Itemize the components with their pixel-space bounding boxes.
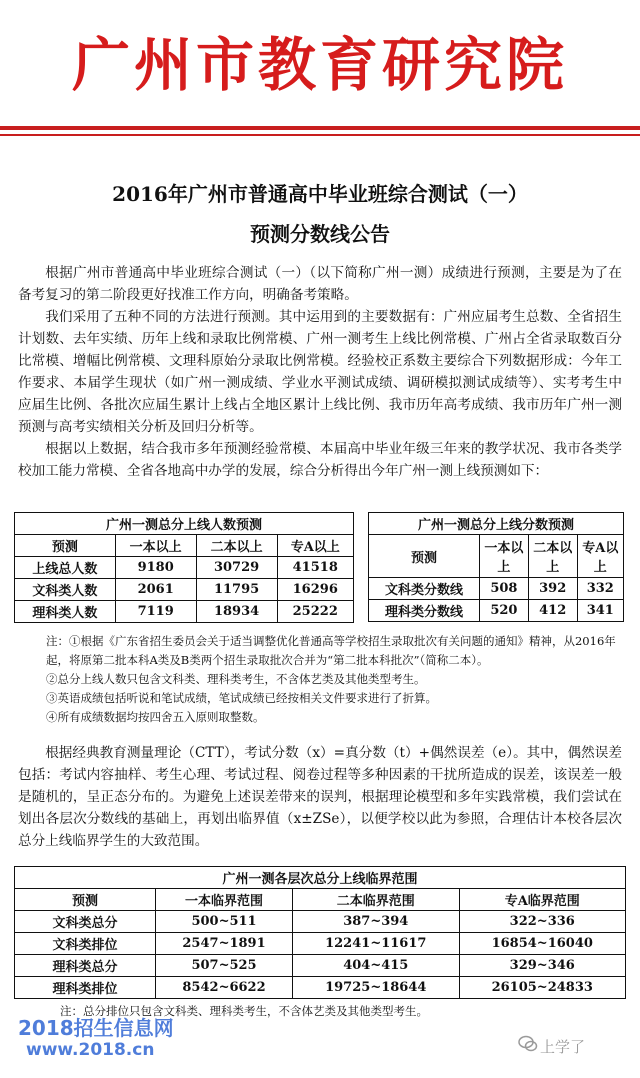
table-cell: 上线总人数: [15, 557, 116, 579]
table-header-cell: 专A以上: [577, 535, 623, 578]
table-cell: 41518: [277, 557, 353, 579]
table-cell: 9180: [115, 557, 196, 579]
table-header-cell: 一本以上: [480, 535, 529, 578]
table-critical-range: [14, 866, 626, 999]
note-item: ④所有成绩数据均按四舍五入原则取整数。: [46, 710, 265, 724]
table-row: [15, 579, 354, 601]
table-cell: 412: [528, 600, 577, 622]
table-cell: 25222: [277, 601, 353, 623]
table-header-cell: 预测: [15, 889, 156, 911]
table-row: [369, 600, 624, 622]
table-header-cell: 专A临界范围: [459, 889, 625, 911]
table-pass-count: [14, 512, 354, 623]
table-row: [15, 955, 626, 977]
table-header-cell: 二本临界范围: [293, 889, 459, 911]
table-cell: 理科类排位: [15, 977, 156, 999]
table-cell: 500~511: [156, 911, 293, 933]
table-header-cell: 二本以上: [528, 535, 577, 578]
document-subtitle: 预测分数线公告: [250, 222, 390, 246]
table-caption: 广州一测总分上线人数预测: [15, 513, 354, 535]
table-cell: 520: [480, 600, 529, 622]
watermark-account: 上学了: [540, 1038, 586, 1056]
bottom-note: 注：总分排位只包含文科类、理科类考生，不含体艺类及其他类型考生。: [60, 1004, 428, 1018]
table-row: [15, 557, 354, 579]
table-cell: 392: [528, 578, 577, 600]
table-cell: 文科类总分: [15, 911, 156, 933]
table-cell: 理科类人数: [15, 601, 116, 623]
table-row: [15, 601, 354, 623]
table-caption: 广州一测各层次总分上线临界范围: [15, 867, 626, 889]
table-cell: 508: [480, 578, 529, 600]
paragraph-4: 根据经典教育测量理论（CTT），考试分数（x）=真分数（t）+偶然误差（e）。其中，偶然误差包括：考试内容抽样、考生心理、考试过程、阅卷过程等多种因素的干扰所造成的误差，该误差一般是随机的，呈正态分布的。为避免上述误差带来的误判，根据理论模型和多年实践常模，我们尝试在划出各层次分数线的基础上，再划出临界值（x±ZSe），以便学校以此为参照，合理估计本校各层次总分上线临界学生的大致范围。: [18, 745, 622, 849]
paragraph-2: 我们采用了五种不同的方法进行预测。其中运用到的主要数据有：广州应届考生总数、全省招生计划数、去年实绩、历年上线和录取比例常模、广州一测考生上线比例常模、广州占全省录取数百分比常模、增幅比例常模、文理科原始分录取比例常模。经验校正系数主要综合下列数据形成：今年工作要求、本届学生现状（如广州一测成绩、学业水平测试成绩、调研模拟测试成绩等）、实考考生中应届生比例、各批次应届生累计上线占全地区累计上线比例、我市历年高考成绩、我市历年广州一测预测与高考实绩相关分析及回归分析等。: [18, 309, 622, 435]
table-cell: 理科类分数线: [369, 600, 480, 622]
table-cell: 26105~24833: [459, 977, 625, 999]
table-header-cell: 一本以上: [115, 535, 196, 557]
table-cell: 2547~1891: [156, 933, 293, 955]
watermark-site-name: 2018招生信息网: [18, 1016, 174, 1040]
table-cell: 7119: [115, 601, 196, 623]
table-cell: 16854~16040: [459, 933, 625, 955]
table-row: [15, 933, 626, 955]
table-header-cell: 专A以上: [277, 535, 353, 557]
table-header-cell: 一本临界范围: [156, 889, 293, 911]
table-cell: 理科类总分: [15, 955, 156, 977]
table-cell: 19725~18644: [293, 977, 459, 999]
document-title: 2016年广州市普通高中毕业班综合测试（一）: [112, 182, 528, 206]
letterhead: [0, 0, 640, 120]
table-cell: 11795: [196, 579, 277, 601]
table-row: [15, 911, 626, 933]
letterhead-rule-thin: [0, 134, 640, 136]
org-name: 广州市教育研究院: [71, 31, 568, 99]
table-caption: 广州一测总分上线分数预测: [369, 513, 624, 535]
table-cell: 8542~6622: [156, 977, 293, 999]
table-cell: 文科类分数线: [369, 578, 480, 600]
chat-bubble-icon: [518, 1034, 538, 1054]
watermark-site-url: www.2018.cn: [26, 1040, 155, 1060]
table-header-cell: 预测: [369, 535, 480, 578]
paragraph-3: 根据以上数据，结合我市多年预测经验常模、本届高中毕业年级三年来的教学状况、我市各类学校加工能力常模、全省各地高中办学的发展，综合分析得出今年广州一测上线预测如下：: [18, 441, 622, 479]
table-cell: 404~415: [293, 955, 459, 977]
table-cell: 322~336: [459, 911, 625, 933]
note-item: ②总分上线人数只包含文科类、理科类考生，不含体艺类及其他类型考生。: [46, 672, 426, 686]
notes: [46, 632, 622, 727]
letterhead-rule-thick: [0, 126, 640, 130]
table-cell: 387~394: [293, 911, 459, 933]
table-cell: 文科类人数: [15, 579, 116, 601]
table-row: [15, 977, 626, 999]
table-header-cell: 预测: [15, 535, 116, 557]
table-cell: 329~346: [459, 955, 625, 977]
table-cell: 文科类排位: [15, 933, 156, 955]
table-score-line: [368, 512, 624, 622]
table-cell: 12241~11617: [293, 933, 459, 955]
note-item: ③英语成绩包括听说和笔试成绩，笔试成绩已经按相关文件要求进行了折算。: [46, 691, 437, 705]
table-cell: 30729: [196, 557, 277, 579]
table-cell: 332: [577, 578, 623, 600]
table-header-cell: 二本以上: [196, 535, 277, 557]
table-cell: 16296: [277, 579, 353, 601]
table-cell: 507~525: [156, 955, 293, 977]
table-row: [369, 578, 624, 600]
table-cell: 18934: [196, 601, 277, 623]
note-item: 注：①根据《广东省招生委员会关于适当调整优化普通高等学校招生录取批次有关问题的通知》精神，从2016年起，将原第二批本科A类及B类两个招生录取批次合并为“第二批本科批次”（简称二本）。: [46, 634, 616, 667]
paragraph-1: 根据广州市普通高中毕业班综合测试（一）（以下简称广州一测）成绩进行预测，主要是为了在备考复习的第二阶段更好找准工作方向，明确备考策略。: [18, 265, 622, 303]
table-cell: 341: [577, 600, 623, 622]
table-cell: 2061: [115, 579, 196, 601]
